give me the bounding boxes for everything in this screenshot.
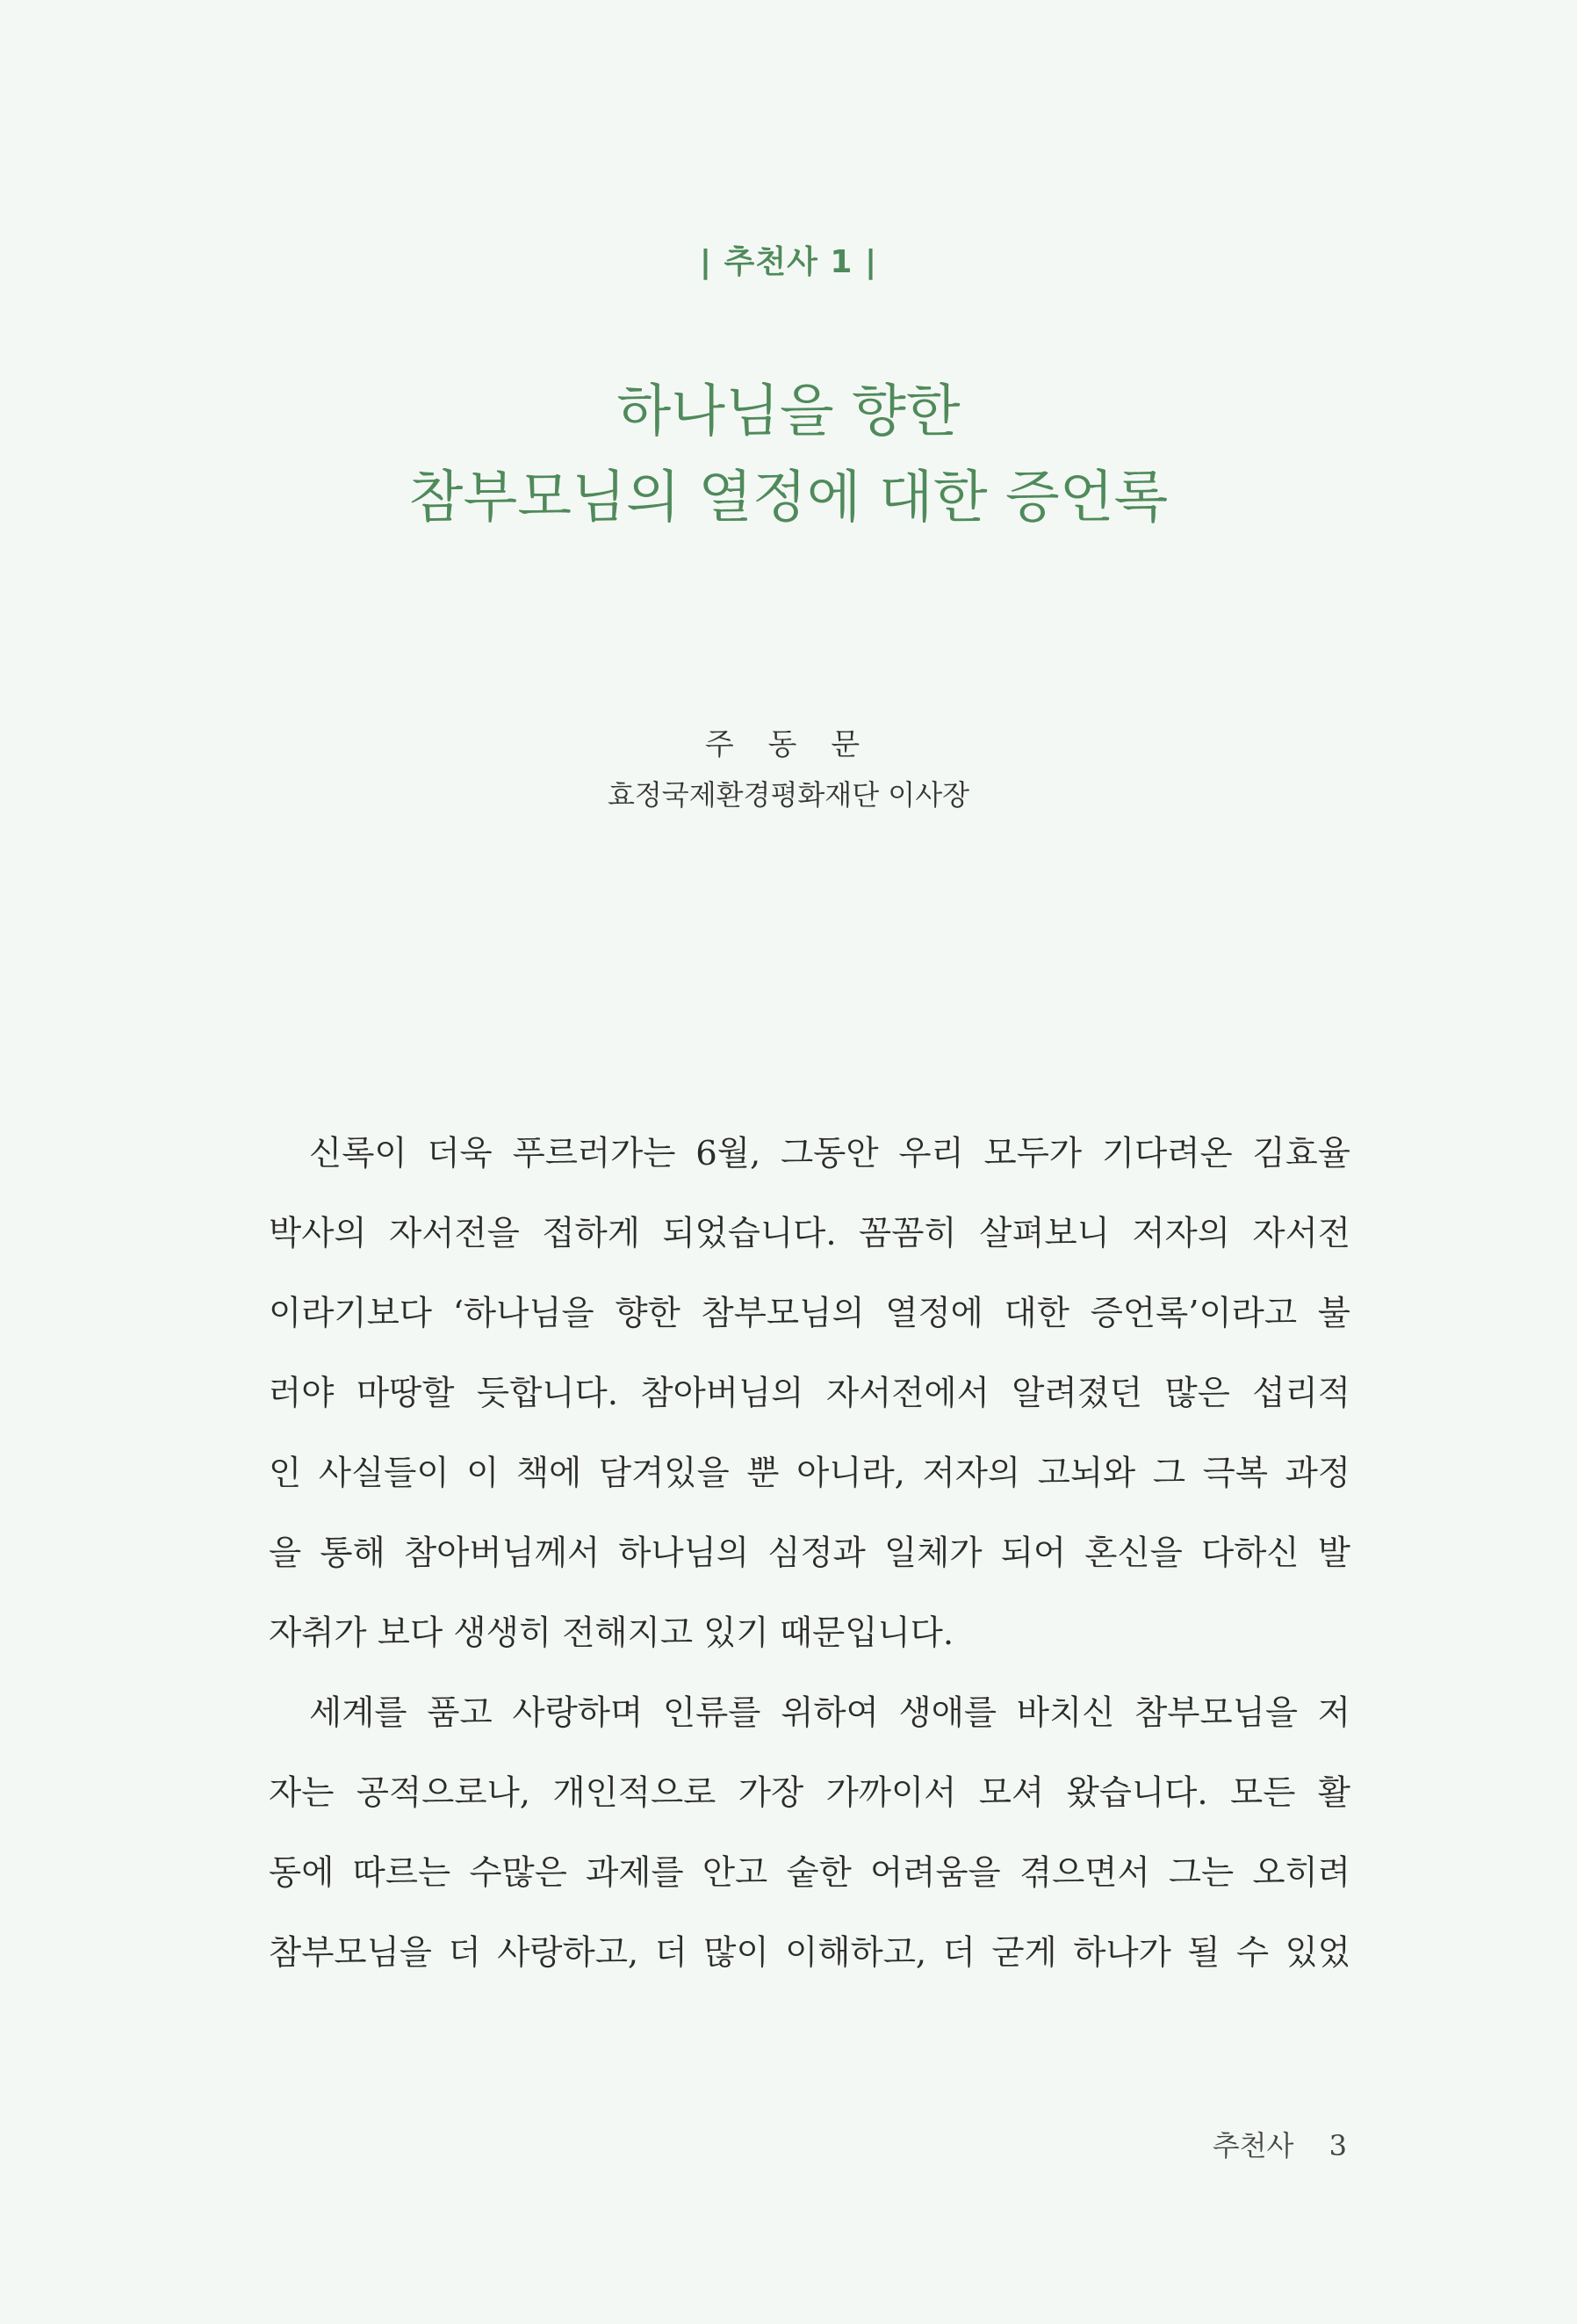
page-title	[0, 369, 1577, 541]
body-line: 을 통해 참아버님께서 하나님의 심정과 일체가 되어 혼신을 다하신 발	[269, 1534, 1350, 1573]
body-line: 동에 따르는 수많은 과제를 안고 숱한 어려움을 겪으면서 그는 오히려	[269, 1853, 1350, 1893]
body-line: 자취가 보다 생생히 전해지고 있기 때문입니다.	[269, 1613, 954, 1653]
body-line: 자는 공적으로나, 개인적으로 가장 가까이서 모셔 왔습니다. 모든 활	[269, 1773, 1350, 1813]
section-label: | 추천사 1 |	[699, 244, 878, 280]
title-line-2: 참부모님의 열정에 대한 증언록	[408, 466, 1169, 530]
body-line: 신록이 더욱 푸르러가는 6월, 그동안 우리 모두가 기다려온 김효율	[309, 1134, 1350, 1173]
author-affiliation: 효정국제환경평화재단 이사장	[607, 778, 970, 812]
running-title: 추천사	[1212, 2129, 1294, 2162]
body-line: 러야 마땅할 듯합니다. 참아버님의 자서전에서 알려졌던 많은 섭리적	[269, 1374, 1350, 1413]
page-number: 3	[1329, 2129, 1347, 2162]
author-name: 주 동 문	[704, 727, 873, 762]
body-line: 박사의 자서전을 접하게 되었습니다. 꼼꼼히 살펴보니 저자의 자서전	[269, 1214, 1350, 1253]
body-line: 세계를 품고 사랑하며 인류를 위하여 생애를 바치신 참부모님을 저	[309, 1693, 1350, 1733]
body-line: 인 사실들이 이 책에 담겨있을 뿐 아니라, 저자의 고뇌와 그 극복 과정	[269, 1454, 1350, 1493]
body-line: 이라기보다 ‘하나님을 향한 참부모님의 열정에 대한 증언록’이라고 불	[269, 1294, 1350, 1333]
page-footer	[1213, 2124, 1347, 2164]
title-line-1: 하나님을 향한	[616, 379, 961, 444]
body-line: 참부모님을 더 사랑하고, 더 많이 이해하고, 더 굳게 하나가 될 수 있었	[269, 1933, 1350, 1973]
body-text	[269, 1114, 1350, 1993]
